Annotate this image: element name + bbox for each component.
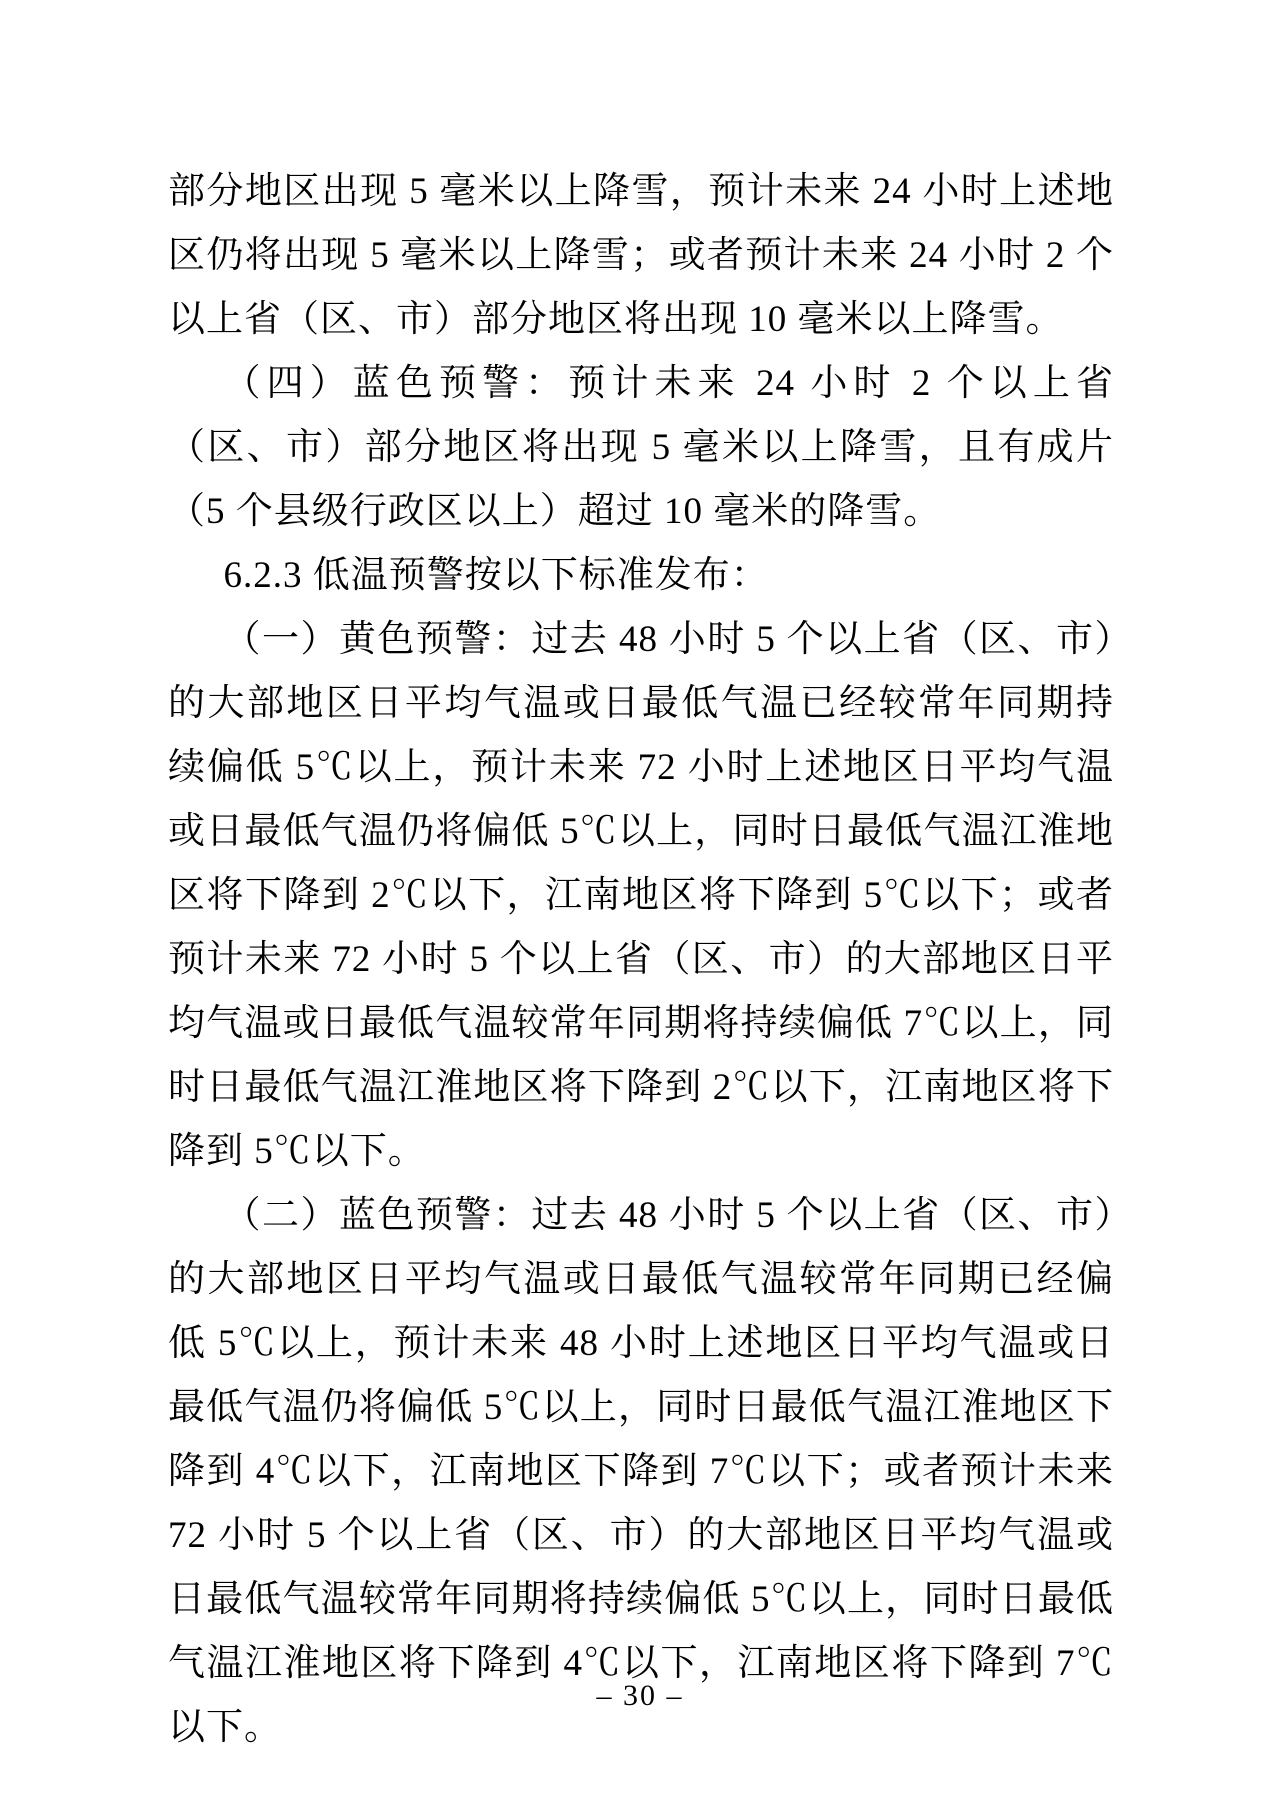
body-paragraph-snow-blue-warning: （四）蓝色预警：预计未来 24 小时 2 个以上省（区、市）部分地区将出现 5 毫米以上降雪，且有成片（5 个县级行政区以上）超过 10 毫米的降雪。 xyxy=(168,363,1114,532)
body-paragraph-lowtemp-blue-warning: （二）蓝色预警：过去 48 小时 5 个以上省（区、市）的大部地区日平均气温或日最低气温较常年同期已经偏低 5℃以上，预计未来 48 小时上述地区日平均气温或日最低气温仍将偏低 5℃以上，同时日最低气温江淮地区下降到 4℃以下，江南地区下降到 7℃以下；或者预计未来 72 小时 5 个以上省（区、市）的大部地区日平均气温或日最低气温较常年同期将持续偏低 5℃以上，同时日最低气温江淮地区将下降到 4℃以下，江南地区将下降到 7℃以下。 xyxy=(168,1195,1114,1748)
body-paragraph-lowtemp-yellow-warning: （一）黄色预警：过去 48 小时 5 个以上省（区、市）的大部地区日平均气温或日最低气温已经较常年同期持续偏低 5℃以上，预计未来 72 小时上述地区日平均气温或日最低气温仍将偏低 5℃以上，同时日最低气温江淮地区将下降到 2℃以下，江南地区将下降到 5℃以下；或者预计未来 72 小时 5 个以上省（区、市）的大部地区日平均气温或日最低气温较常年同期将持续偏低 7℃以上，同时日最低气温江淮地区将下降到 2℃以下，江南地区将下降到 5℃以下。 xyxy=(168,619,1114,1172)
section-heading-6-2-3: 6.2.3 低温预警按以下标准发布： xyxy=(223,555,769,596)
document-body xyxy=(168,160,1114,1760)
page-number: – 30 – xyxy=(596,1679,684,1712)
body-paragraph-snow-continuation: 部分地区出现 5 毫米以上降雪，预计未来 24 小时上述地区仍将出现 5 毫米以上降雪；或者预计未来 24 小时 2 个以上省（区、市）部分地区将出现 10 毫米以上降雪。 xyxy=(168,171,1114,340)
